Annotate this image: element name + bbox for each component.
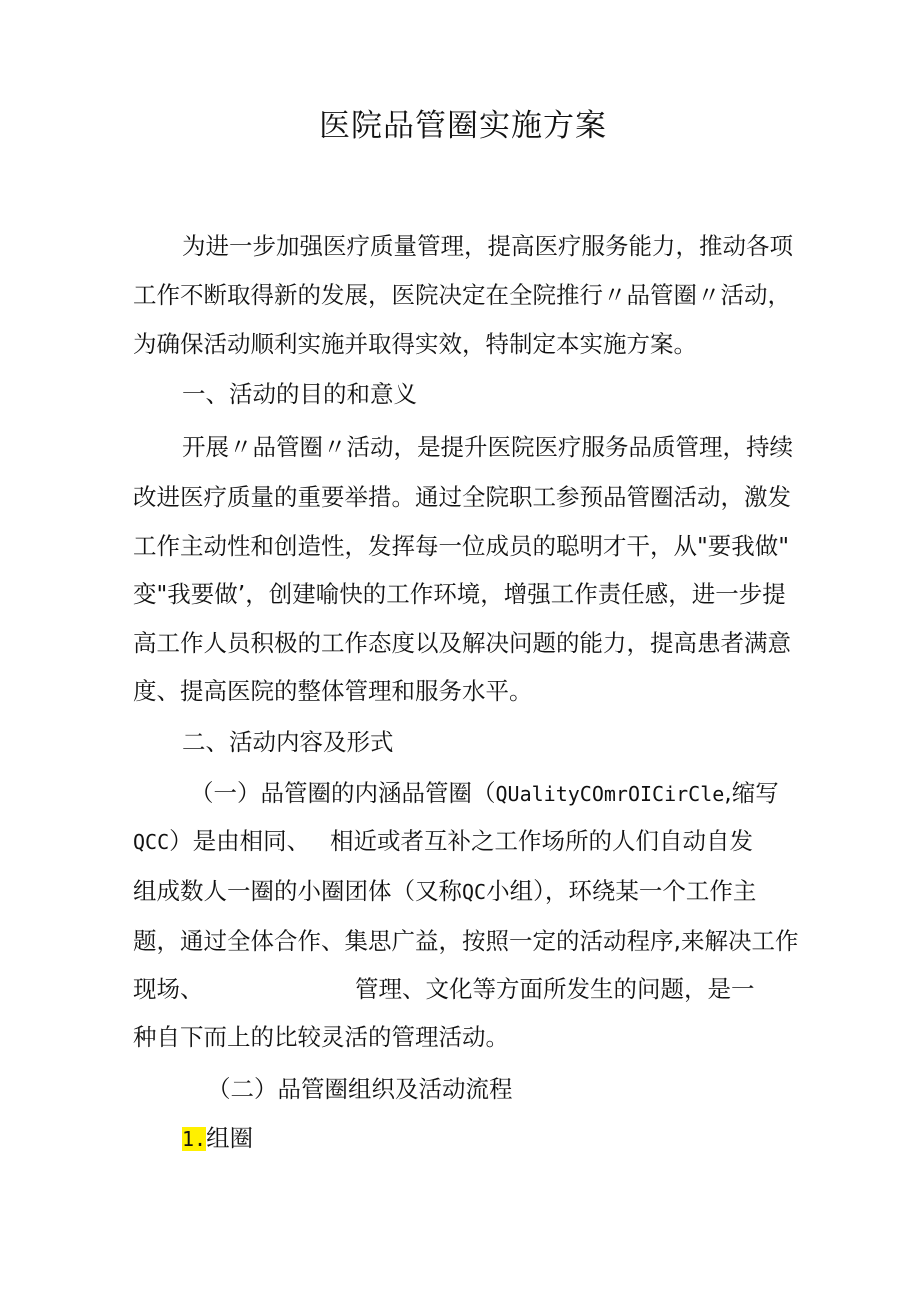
sub-1-line-2-a: ）是由相同、 (169, 827, 311, 855)
sub-1-line-4: 题，通过全体合作、集思广益，按照一定的活动程序,来解决工作 (133, 927, 799, 955)
sub-1-line-2 (133, 823, 310, 860)
list-item-1-label: 组圈 (206, 1124, 254, 1152)
sub-1-line-5-b: 管理、文化等方面所发生的问题，是一 (355, 975, 755, 1003)
section-1-line-5: 高工作人员积极的工作态度以及解决问题的能力，提高患者满意 (133, 629, 791, 657)
sub-1-line-2-b: 相近或者互补之工作场所的人们自动自发 (330, 827, 753, 855)
section-1-heading: 一、活动的目的和意义 (182, 380, 417, 408)
sub-1-line-3-a: 组成数人一圈的小圈团体（又称 (133, 877, 462, 905)
section-1-line-3: 工作主动性和创造性，发挥每一位成员的聪明才干，从"要我做" (133, 532, 790, 560)
intro-line-3: 为确保活动顺利实施并取得实效，特制定本实施方案。 (133, 330, 697, 358)
sub-1-line-6: 种自下而上的比较灵活的管理活动。 (133, 1023, 509, 1051)
sub-1-line-1-suffix: ,缩写 (724, 779, 779, 807)
section-1-line-2: 改进医疗质量的重要举措。通过全院职工参预品管圈活动，激发 (133, 483, 791, 511)
intro-line-1: 为进一步加强医疗质量管理，提高医疗服务能力，推动各项 (182, 232, 793, 260)
sub-1-line-5-a: 现场、 (133, 975, 204, 1003)
list-item-1 (182, 1120, 253, 1157)
qcc-abbreviation: QCC (133, 830, 170, 854)
sub-1-line-3-b: 小组），环绕某一个工作主 (486, 877, 757, 905)
section-1-line-6: 度、提高医院的整体管理和服务水平。 (133, 677, 533, 705)
section-2-heading: 二、活动内容及形式 (182, 728, 394, 756)
section-1-line-4: 变"我要做’，创建喻快的工作环境，增强工作责任感，进一步提 (133, 580, 786, 608)
qc-abbreviation: QC (462, 880, 487, 904)
section-1-line-1: 开展〃品管圈〃活动，是提升医院医疗服务品质管理，持续 (182, 433, 793, 461)
list-item-1-number: 1. (182, 1127, 207, 1151)
sub-1-line-1 (190, 775, 779, 812)
sub-2-heading: （二）品管圈组织及活动流程 (207, 1075, 513, 1103)
intro-line-2: 工作不断取得新的发展，医院决定在全院推行〃品管圈〃活动， (133, 281, 791, 309)
sub-1-line-3 (133, 873, 756, 910)
sub-1-line-1-prefix: （一）品管圈的内涵品管圈（ (190, 779, 496, 807)
quality-control-circle-term: QUalityCOmrOICirCle (495, 782, 725, 806)
document-title: 医院品管圈实施方案 (319, 108, 607, 144)
